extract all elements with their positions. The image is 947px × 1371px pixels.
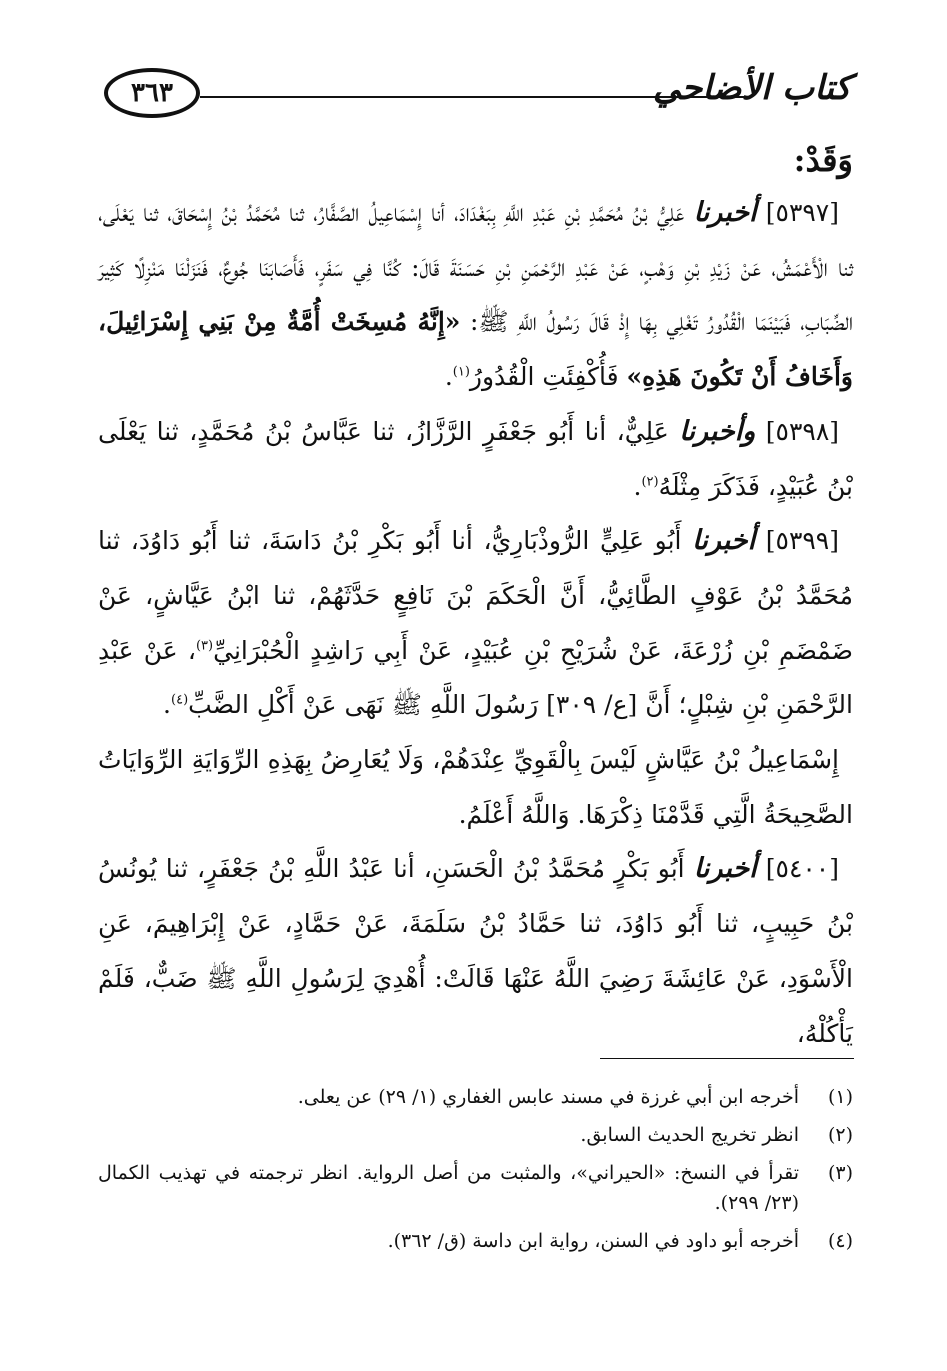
page-number-badge: ٣٦٣ (104, 68, 200, 118)
hadith-number: [٥٣٩٧] (765, 198, 839, 227)
footnote-3 (98, 1158, 853, 1218)
footnote-text: انظر تخريج الحديث السابق. (580, 1124, 799, 1146)
isnad-text-continued: ، عَنْ عَبْدِ الرَّحْمَنِ بْنِ شِبْلٍ؛ أَنَّ [ع/ ٣٠٩] رَسُولَ اللَّهِ ﷺ نَهَى عَنْ أَكْلِ الضَّبِّ (98, 635, 853, 720)
footnote-number: (١) (827, 1086, 853, 1108)
hadith-number: [٥٤٠٠] (765, 854, 839, 884)
footnote-2 (98, 1120, 853, 1150)
akhbarana-label: أخبرنا (693, 853, 757, 885)
hadith-5400 (98, 842, 853, 1061)
hadith-matn: «إِنَّهُ مُسِخَتْ أُمَّةٌ مِنْ بَنِي إِسْرَائِيلَ، وَأَخَافُ أَنْ تَكُونَ هَذِهِ» (98, 307, 853, 392)
hadith-5398 (98, 405, 853, 514)
footnote-ref[interactable]: (٣) (195, 638, 214, 654)
akhbarana-label: وأخبرنا (679, 415, 756, 447)
period: . (444, 362, 453, 392)
footnote-separator (600, 1058, 854, 1059)
period: . (163, 690, 171, 720)
footnote-ref[interactable]: (٤) (171, 693, 189, 708)
main-text (98, 136, 853, 1061)
isnad-text: أَبُو عَلِيٍّ الرُّوذْبَارِيُّ، أنا أَبُو بَكْرِ بْنُ دَاسَةَ، ثنا أَبُو دَاوُدَ، ثنا مُحَمَّدُ بْنُ عَوْفٍ الطَّائِيُّ، أَنَّ الْحَكَمَ بْنَ نَافِعٍ حَدَّثَهُمْ، ثنا ابْنُ عَيَّاشٍ، عَنْ ضَمْضَمِ بْنِ زُرْعَةَ، عَنْ شُرَيْحِ بْنِ عُبَيْدٍ، عَنْ أَبِي رَاشِدٍ الْحُبْرَانِيِّ (98, 526, 853, 665)
akhbarana-label: أخبرنا (693, 197, 757, 228)
footnote-4 (98, 1226, 853, 1256)
footnote-1 (98, 1082, 853, 1112)
isnad-text: عَلِيٌّ، أنا أَبُو جَعْفَرٍ الرَّزَّازُ، ثنا عَبَّاسُ بْنُ مُحَمَّدٍ، ثنا يَعْلَى بْنُ عُبَيْدٍ، فَذَكَرَ مِثْلَهُ (98, 416, 853, 501)
footnotes (98, 1082, 853, 1264)
isnad-text: عَلِيُّ بْنُ مُحَمَّدِ بْنِ عَبْدِ اللَّهِ بِبَغْدَادَ، أنا إِسْمَاعِيلُ الصَّفَّارُ، ثنا مُحَمَّدُ بْنُ إِسْحَاقَ، ثنا يَعْلَى، ثنا الْأَعْمَشُ، عَنْ زَيْدِ بْنِ وَهْبٍ، عَنْ عَبْدِ الرَّحْمَنِ بْنِ حَسَنَةَ قَالَ: كُنَّا فِي سَفَرٍ، فَأَصَابَنَا جُوعٌ، فَنَزَلْنَا مَنْزِلًا كَثِيرَ الضِّبَابِ، فَبَيْنَمَا الْقُدُورُ تَغْلِي بِهَا إِذْ قَالَ رَسُولُ اللَّهِ ﷺ: (98, 198, 854, 337)
section-label: وَقَدْ: (793, 141, 853, 179)
footnote-number: (٣) (827, 1162, 853, 1184)
hadith-number: [٥٣٩٩] (765, 526, 839, 556)
hadith-number: [٥٣٩٨] (765, 416, 840, 446)
page-header (0, 62, 947, 142)
footnote-ref[interactable]: (١) (452, 364, 470, 380)
footnote-text: أخرجه أبو داود في السنن، رواية ابن داسة (ق/ ٣٦٢). (387, 1230, 799, 1252)
footnote-text: تقرأ في النسخ: «الحيراني»، والمثبت من أصل الرواية. انظر ترجمته في تهذيب الكمال (٢٣/ ٢٩٩). (98, 1162, 799, 1214)
footnote-number: (٤) (827, 1230, 853, 1252)
period: . (633, 471, 642, 501)
hadith-5397 (98, 186, 853, 405)
author-comment: إِسْمَاعِيلُ بْنُ عَيَّاشٍ لَيْسَ بِالْقَوِيِّ عِنْدَهُمْ، وَلَا يُعَارِضُ بِهَذِهِ الرِّوَايَةِ الرِّوَايَاتُ الصَّحِيحَةُ الَّتِي قَدَّمْنَا ذِكْرَهَا. وَاللَّهُ أَعْلَمُ. (98, 745, 853, 829)
isnad-text: أَبُو بَكْرٍ مُحَمَّدُ بْنُ الْحَسَنِ، أنا عَبْدُ اللَّهِ بْنُ جَعْفَرٍ، ثنا يُونُسُ بْنُ حَبِيبٍ، ثنا أَبُو دَاوُدَ، ثنا حَمَّادُ بْنُ سَلَمَةَ، عَنْ حَمَّادٍ، عَنْ إِبْرَاهِيمَ، عَنِ الْأَسْوَدِ، عَنْ عَائِشَةَ رَضِيَ اللَّهُ عَنْهَا قَالَتْ: أُهْدِيَ لِرَسُولِ اللَّهِ ﷺ ضَبٌّ، فَلَمْ يَأْكُلْهُ، (98, 854, 853, 1048)
chapter-title: كتاب الأضاحي (652, 68, 851, 108)
akhbarana-label: أخبرنا (692, 525, 756, 557)
narration-text: فَأُكْفِئَتِ الْقُدُورُ (469, 362, 619, 392)
footnote-number: (٢) (827, 1124, 853, 1146)
hadith-5399 (98, 514, 853, 733)
footnote-text: أخرجه ابن أبي غرزة في مسند عابس الغفاري (١/ ٢٩) عن يعلى. (297, 1086, 799, 1108)
footnote-ref[interactable]: (٢) (641, 474, 659, 490)
header-rule (200, 96, 749, 98)
